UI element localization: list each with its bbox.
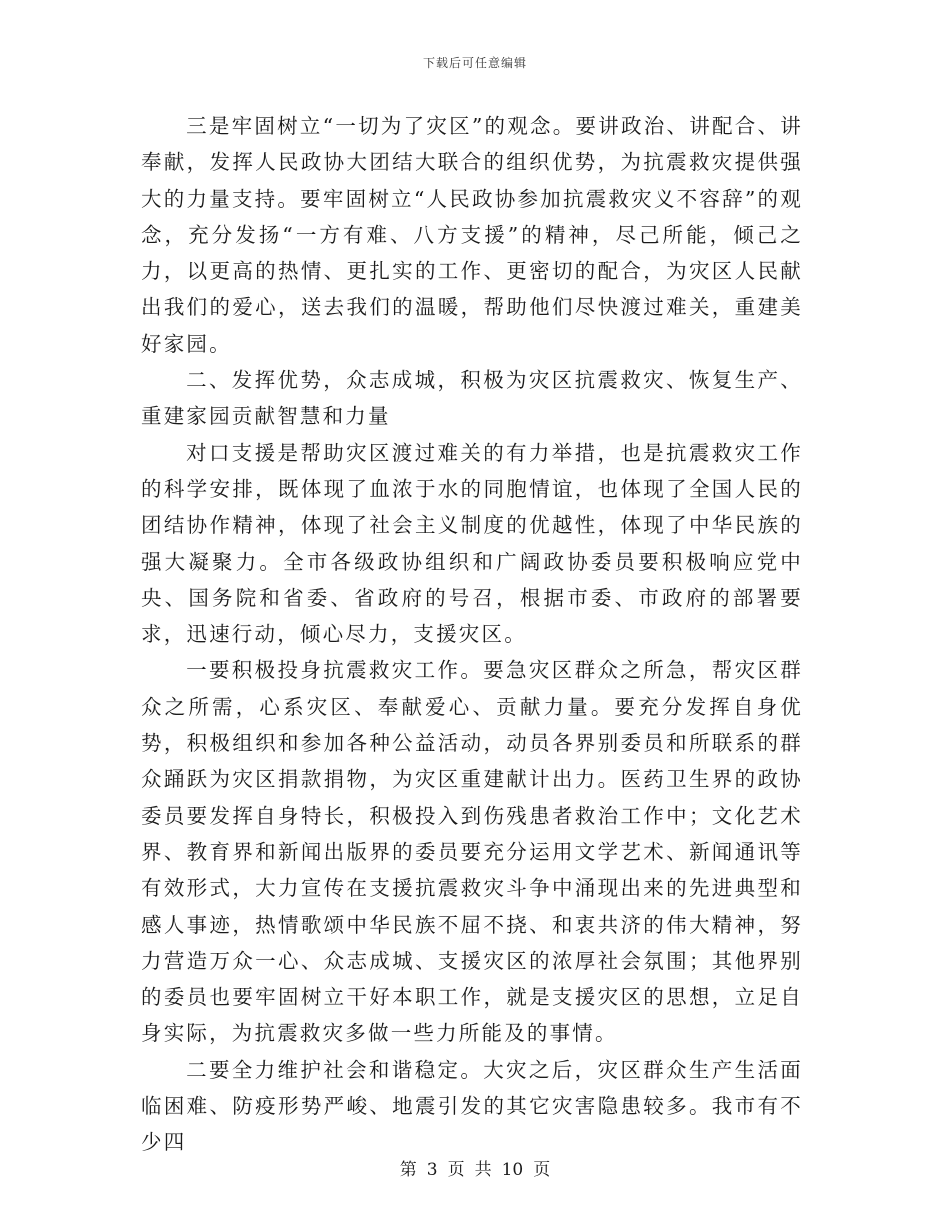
section-heading-2: 二、发挥优势，众志成城，积极为灾区抗震救灾、恢复生产、重建家园贡献智慧和力量	[141, 368, 803, 429]
paragraph-4: 一要积极投身抗震救灾工作。要急灾区群众之所急，帮灾区群众之所需，心系灾区、奉献爱心、贡献力量。要充分发挥自身优势，积极组织和参加各种公益活动，动员各界别委员和所联系的群众踊跃为灾区捐款捐物，为灾区重建献计出力。医药卫生界的政协委员要发挥自身特长，积极投入到伤残患者救治工作中；文化艺术界、教育界和新闻出版界的委员要充分运用文学艺术、新闻通讯等有效形式，大力宣传在支援抗震救灾斗争中涌现出来的先进典型和感人事迹，热情歌颂中华民族不屈不挠、和衷共济的伟大精神，努力营造万众一心、众志成城、支援灾区的浓厚社会氛围；其他界别的委员也要牢固树立干好本职工作，就是支援灾区的思想，立足自身实际，为抗震救灾多做一些力所能及的事情。	[141, 658, 803, 1046]
paragraph-3: 对口支援是帮助灾区渡过难关的有力举措，也是抗震救灾工作的科学安排，既体现了血浓于水的同胞情谊，也体现了全国人民的团结协作精神，体现了社会主义制度的优越性，体现了中华民族的强大凝聚力。全市各级政协组织和广阔政协委员要积极响应党中央、国务院和省委、省政府的号召，根据市委、市政府的部署要求，迅速行动，倾心尽力，支援灾区。	[141, 440, 803, 647]
document-body	[141, 108, 803, 1161]
page-header: 下载后可任意编辑	[422, 56, 527, 70]
footer-page-label: 第	[399, 1160, 417, 1180]
paragraph-5: 二要全力维护社会和谐稳定。大灾之后，灾区群众生产生活面临困难、防疫形势严峻、地震引发的其它灾害隐患较多。我市有不少四	[141, 1057, 803, 1155]
footer-page-unit: 页	[447, 1160, 465, 1180]
footer-current-page: 3	[426, 1160, 438, 1180]
footer-total-pages: 10	[501, 1160, 524, 1180]
footer-total-unit: 页	[533, 1160, 551, 1180]
page-footer	[0, 1155, 950, 1180]
paragraph-1: 三是牢固树立“一切为了灾区”的观念。要讲政治、讲配合、讲奉献，发挥人民政协大团结大联合的组织优势，为抗震救灾提供强大的力量支持。要牢固树立“人民政协参加抗震救灾义不容辞”的观念，充分发扬“一方有难、八方支援”的精神，尽己所能，倾己之力，以更高的热情、更扎实的工作、更密切的配合，为灾区人民献出我们的爱心，送去我们的温暖，帮助他们尽快渡过难关，重建美好家园。	[141, 114, 803, 356]
footer-total-label: 共	[474, 1160, 492, 1180]
